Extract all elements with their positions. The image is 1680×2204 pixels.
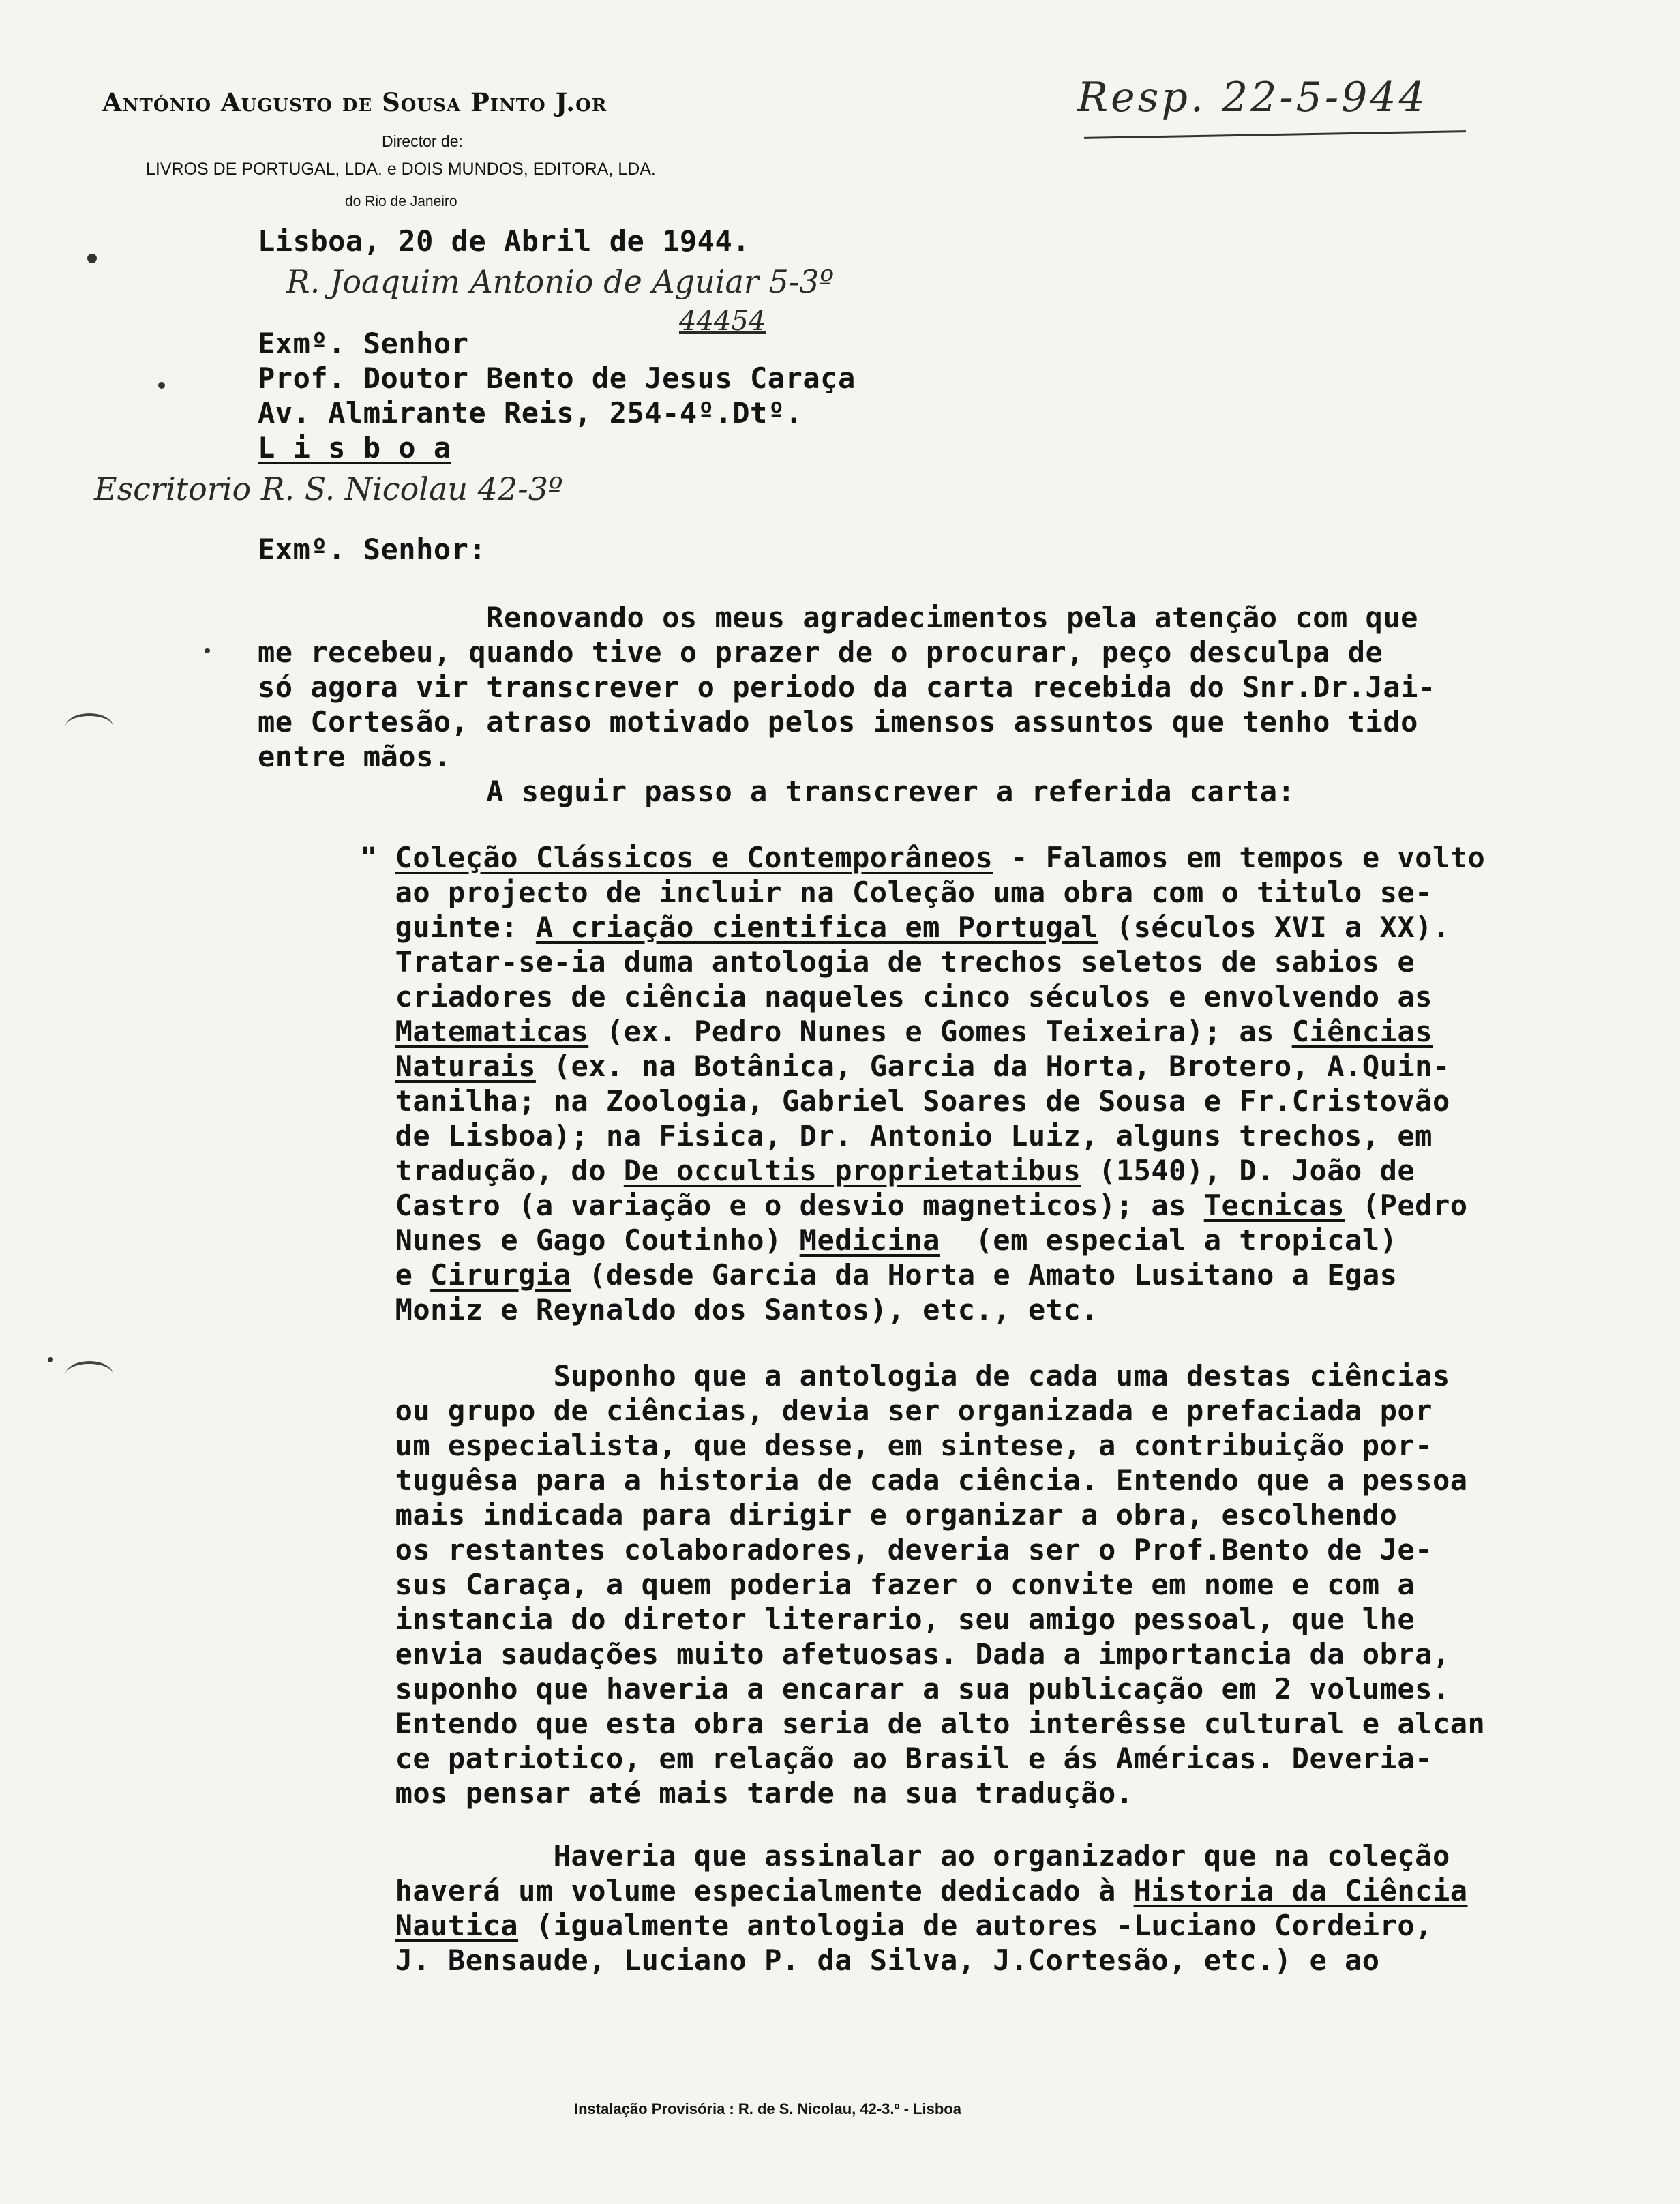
text-line: haverá um volume especialmente dedicado à Historia da Ciência: [360, 1874, 1468, 1907]
text-line: Tratar-se-ia duma antologia de trechos seletos de sabios e: [360, 945, 1415, 979]
greeting: Exmº. Senhor:: [258, 533, 487, 566]
text-line: suponho que haveria a encarar a sua publicação em 2 volumes.: [360, 1672, 1450, 1706]
text-line: criadores de ciência naqueles cinco séculos e envolvendo as: [360, 980, 1432, 1013]
page-mark: [65, 1361, 113, 1388]
ink-speck: [48, 1357, 53, 1362]
text-line: envia saudações muito afetuosas. Dada a importancia da obra,: [360, 1637, 1450, 1671]
text-line: Suponho que a antologia de cada uma destas ciências: [360, 1359, 1450, 1393]
paragraph-transition: A seguir passo a transcrever a referida carta:: [258, 775, 1295, 808]
text-line: Haveria que assinalar ao organizador que na coleção: [360, 1839, 1450, 1873]
text-line: ao projecto de incluir na Coleção uma obra com o titulo se-: [360, 876, 1432, 909]
handwritten-reply-note: Resp. 22-5-944: [1077, 74, 1428, 121]
letterhead-role: Director de:: [382, 132, 463, 150]
work-title: A criação cientifica em Portugal: [535, 910, 1099, 944]
addressee-salutation: Exmº. Senhor: [258, 327, 469, 360]
text-line: tuguêsa para a historia de cada ciência. Entendo que a pessoa: [360, 1463, 1468, 1497]
text-line: J. Bensaude, Luciano P. da Silva, J.Cortesão, etc.) e ao: [360, 1944, 1380, 1977]
text-line: Castro (a variação e o desvio magneticos); as Tecnicas (Pedro: [360, 1189, 1468, 1222]
ink-speck: [158, 382, 165, 389]
footer-address: Instalação Provisória : R. de S. Nicolau, 42-3.º - Lisboa: [574, 2100, 961, 2117]
collection-title: Coleção Clássicos e Contemporâneos: [395, 841, 993, 874]
addressee-name: Prof. Doutor Bento de Jesus Caraça: [258, 361, 856, 395]
ink-speck: [87, 254, 97, 263]
text-line: Nautica (igualmente antologia de autores -Luciano Cordeiro,: [395, 1909, 1432, 1942]
text-line: mais indicada para dirigir e organizar a obra, escolhendo: [360, 1498, 1398, 1532]
text-line: ou grupo de ciências, devia ser organizada e prefaciada por: [360, 1394, 1432, 1427]
letterhead-name: António Augusto de Sousa Pinto J.or: [102, 87, 608, 117]
handwritten-new-address: Escritorio R. S. Nicolau 42-3º: [94, 471, 563, 507]
page-mark: [65, 713, 113, 741]
letterhead-city: do Rio de Janeiro: [345, 194, 457, 209]
addressee-city: L i s b o a: [258, 431, 451, 464]
text-line: me recebeu, quando tive o prazer de o procurar, peço desculpa de: [258, 636, 1383, 669]
text-line: um especialista, que desse, em sintese, a contribuição por-: [360, 1429, 1432, 1462]
handwritten-code: 44454: [679, 306, 766, 337]
text-line: Moniz e Reynaldo dos Santos), etc., etc.: [360, 1293, 1099, 1326]
ink-speck: [205, 648, 210, 653]
handwritten-address: R. Joaquim Antonio de Aguiar 5-3º: [286, 263, 835, 300]
text-line: Naturais (ex. na Botânica, Garcia da Horta, Brotero, A.Quin-: [395, 1049, 1450, 1083]
text-line: tradução, do De occultis proprietatibus (1540), D. João de: [360, 1154, 1415, 1187]
text-line: me Cortesão, atraso motivado pelos imensos assuntos que tenho tido: [258, 705, 1418, 739]
text-line: Renovando os meus agradecimentos pela atenção com que: [258, 601, 1418, 634]
letterhead-firms: LIVROS DE PORTUGAL, LDA. e DOIS MUNDOS, EDITORA, LDA.: [146, 160, 656, 179]
addressee-street: Av. Almirante Reis, 254-4º.Dtº.: [258, 396, 803, 430]
text-line: entre mãos.: [258, 740, 451, 773]
text-line: Nunes e Gago Coutinho) Medicina (em especial a tropical): [360, 1223, 1398, 1257]
text-line: os restantes colaboradores, deveria ser o Prof.Bento de Je-: [360, 1533, 1432, 1566]
text-line: e Cirurgia (desde Garcia da Horta e Amato Lusitano a Egas: [360, 1258, 1398, 1292]
text-line: mos pensar até mais tarde na sua tradução.: [360, 1776, 1134, 1810]
text-line: sus Caraça, a quem poderia fazer o convite em nome e com a: [360, 1568, 1415, 1601]
text-line: tanilha; na Zoologia, Gabriel Soares de Sousa e Fr.Cristovão: [360, 1084, 1450, 1118]
text-line: só agora vir transcrever o periodo da carta recebida do Snr.Dr.Jai-: [258, 670, 1436, 704]
text-line: de Lisboa); na Fisica, Dr. Antonio Luiz, alguns trechos, em: [360, 1119, 1432, 1152]
text-line: " Coleção Clássicos e Contemporâneos - Falamos em tempos e volto: [360, 841, 1486, 874]
letter-date: Lisboa, 20 de Abril de 1944.: [258, 224, 751, 258]
reply-note-underline: [1084, 130, 1466, 139]
text-line: Entendo que esta obra seria de alto interêsse cultural e alcan: [360, 1707, 1486, 1740]
text-line: guinte: A criação cientifica em Portugal (séculos XVI a XX).: [360, 910, 1450, 944]
text-line: Matematicas (ex. Pedro Nunes e Gomes Teixeira); as Ciências: [395, 1015, 1432, 1048]
text-line: ce patriotico, em relação ao Brasil e ás Américas. Deveria-: [360, 1742, 1432, 1775]
text-line: instancia do diretor literario, seu amigo pessoal, que lhe: [360, 1603, 1415, 1636]
